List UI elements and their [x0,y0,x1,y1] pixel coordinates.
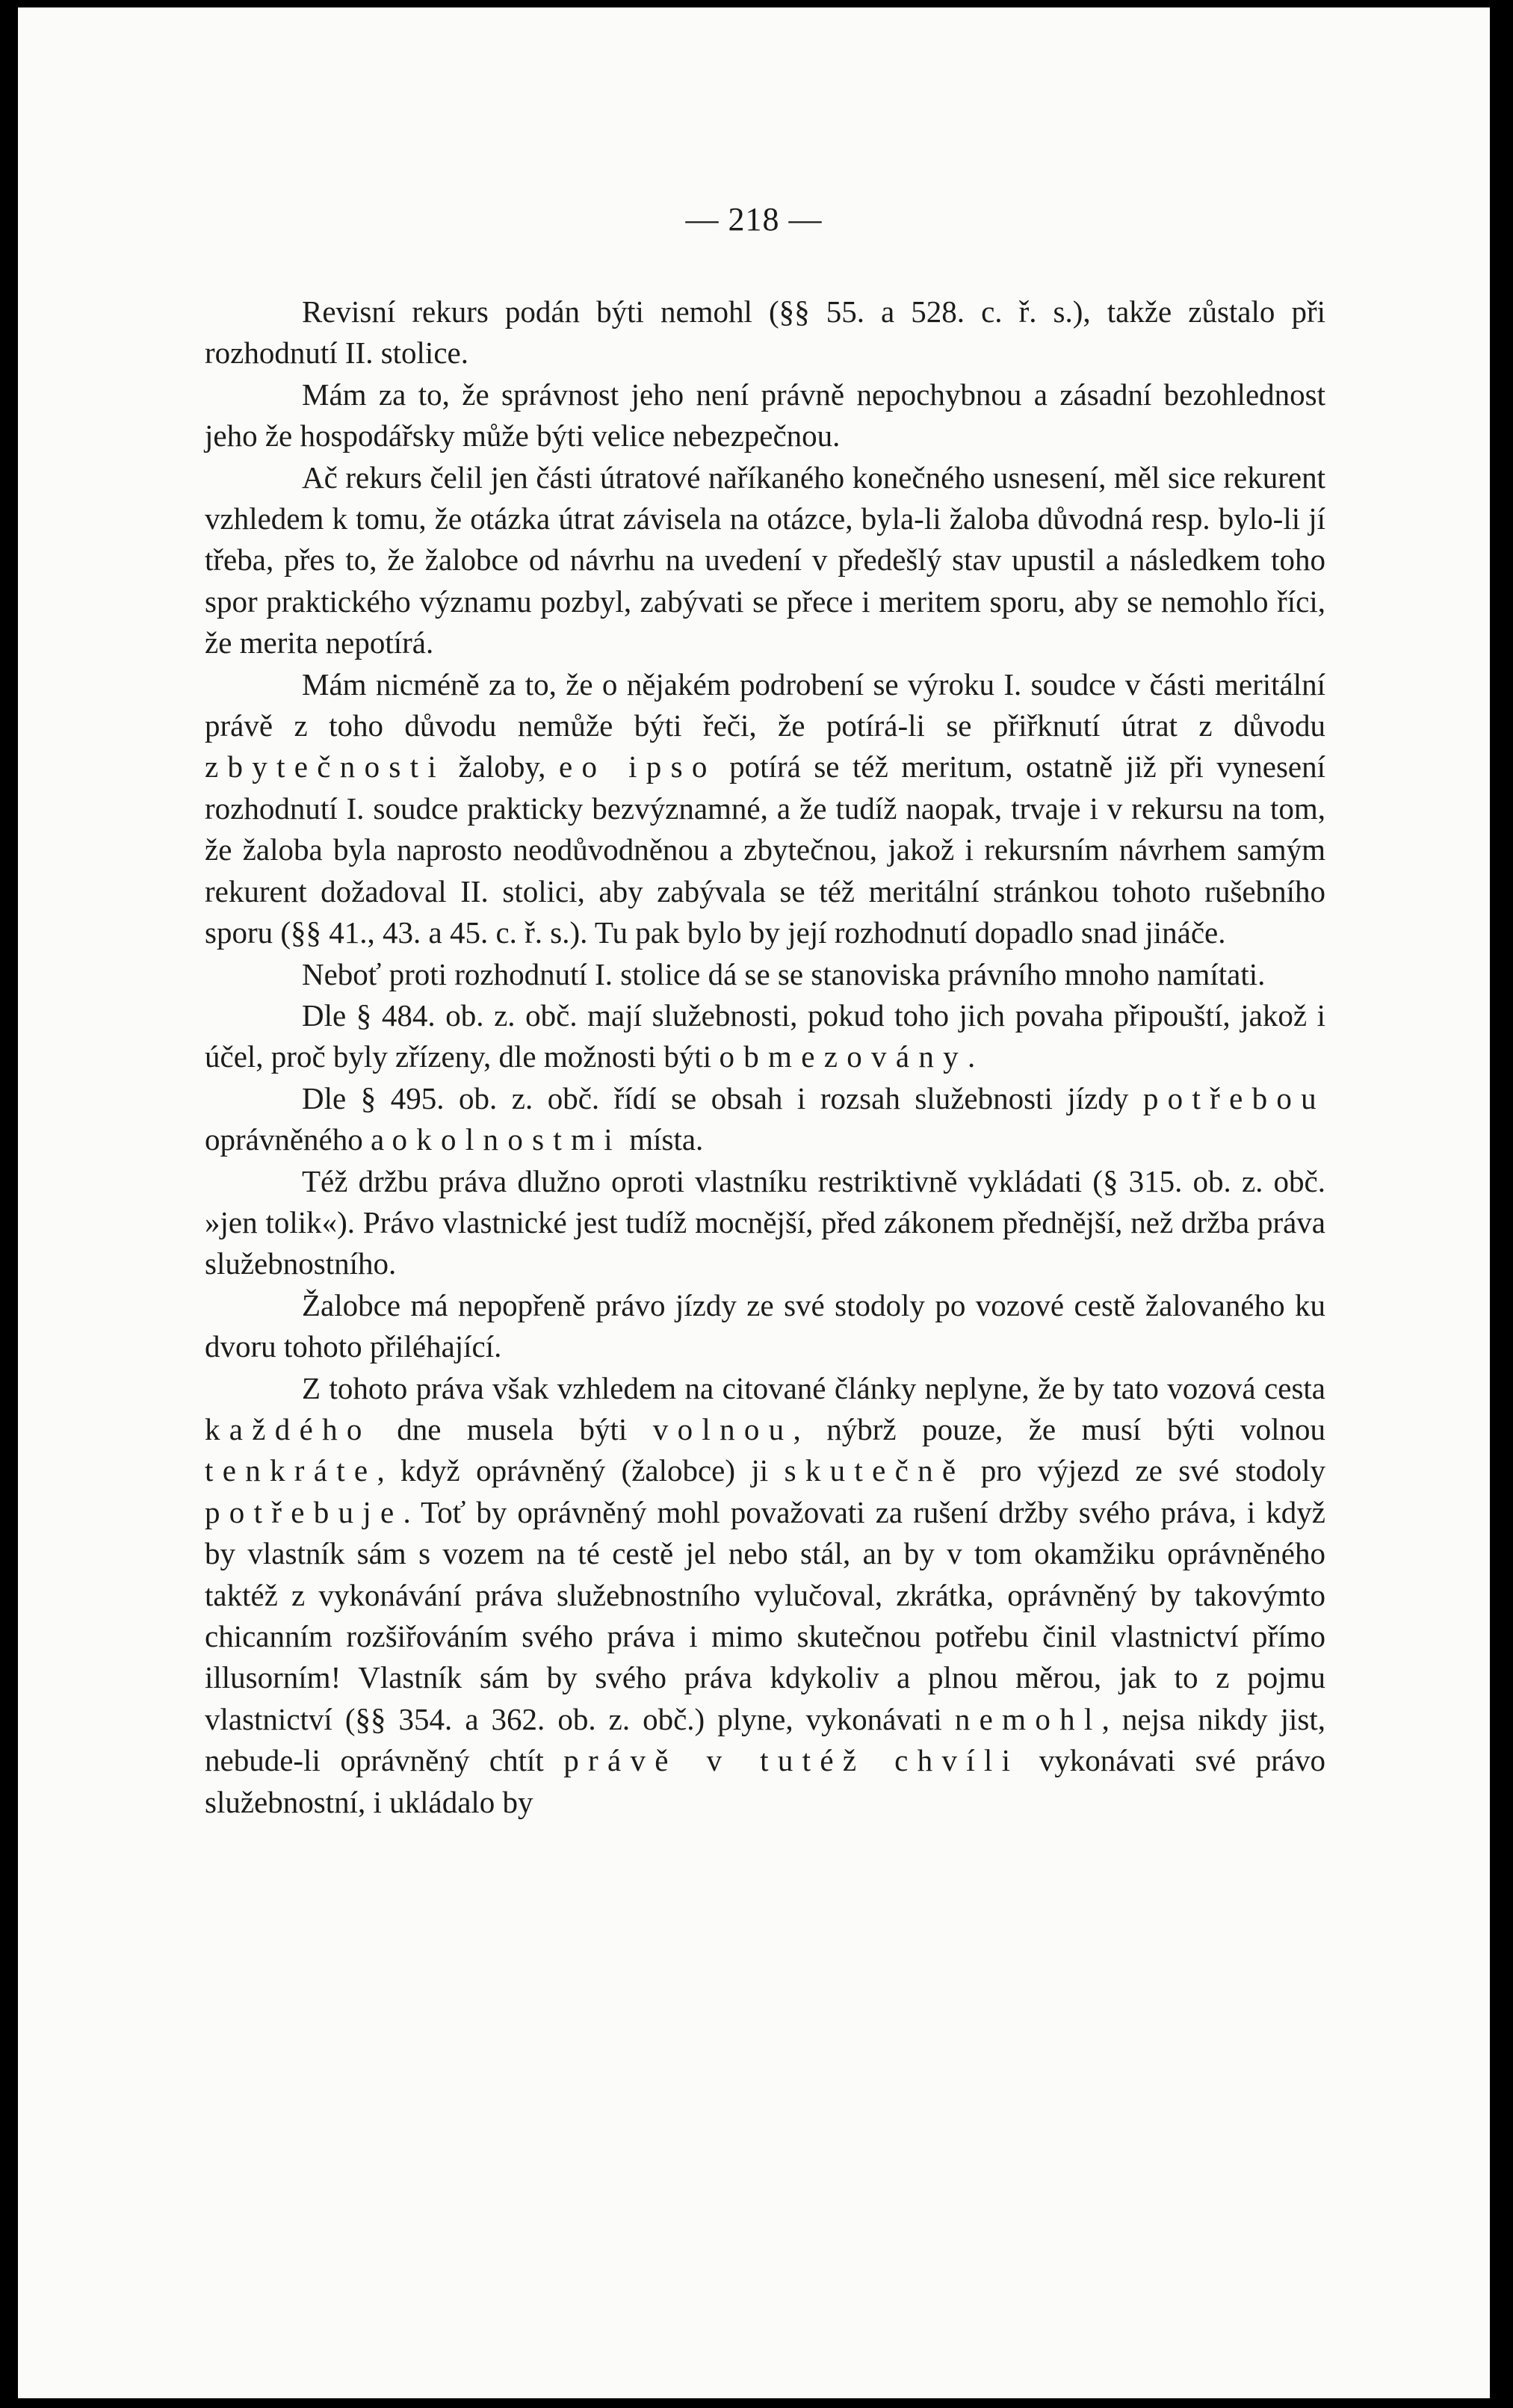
spaced-emphasis: skutečně [784,1453,965,1488]
text-run: Žalobce má nepopřeně právo jízdy ze své stodoly po vozové cestě žalovaného ku dvoru tohoto přiléhající. [205,1287,1325,1364]
text-run: Ač rekurs čelil jen části útratové naříkaného konečného usnesení, měl sice rekurent vzhledem k tomu, že otázka útrat závisela na otázce, byla-li žaloba důvodná resp. bylo-li jí třeba, přes to, že žalobce od návrhu na uvedení v předešlý stav upustil a následkem toho spor praktického významu pozbyl, zabývati se přece i meritem sporu, aby se nemohlo říci, že merita nepotírá. [205,459,1325,660]
paragraph-5 [205,954,1325,995]
text-run: . Toť by oprávněný mohl považovati za rušení držby svého práva, i když by vlastník sám s vozem na té cestě jel nebo stál, an by v tom okamžiku oprávněného taktéž z vykonávání práva služebnostního vylučoval, zkrátka, oprávněný by takovýmto chicanním rozšiřováním svého práva i mimo skutečnou potřebu činil vlastnictví přímo illusorním! Vlastník sám by svého práva kdykoliv a plnou měrou, jak to z pojmu vlastnictví (§§ 354. a 362. ob. z. obč.) plyne, vykonávati [205,1494,1325,1736]
body-text [205,291,1325,1823]
text-run: potírá se též meritum, ostatně již při vynesení rozhodnutí I. soudce prakticky bezvýznamné, a že tudíž naopak, trvaje i v rekursu na tom, že žaloba byla naprosto neodůvodněnou a zbytečnou, jakož i rekursním návrhem samým rekurent dožadoval II. stolici, aby zabývala se též meritální stránkou tohoto rušebního sporu (§§ 41., 43. a 45. c. ř. s.). Tu pak bylo by její rozhodnutí dopadlo snad jináče. [205,749,1325,950]
text-run: , nejsa nikdy jist, nebude-li oprávněný chtít [205,1701,1325,1778]
paragraph-9 [205,1285,1325,1368]
page-number: — 218 — [685,201,823,238]
text-run: Též držbu práva dlužno oproti vlastníku restriktivně vykládati (§ 315. ob. z. obč. »jen tolik«). Právo vlastnické jest tudíž mocnější, před zákonem přednější, než držba práva služebnostního. [205,1163,1325,1281]
spaced-emphasis: právě v tutéž chvíli [563,1743,1020,1778]
paragraph-2 [205,374,1325,457]
paragraph-3 [205,457,1325,664]
spaced-emphasis: tenkráte [205,1453,377,1488]
spaced-emphasis: potřebou [1142,1080,1325,1115]
text-run: , když oprávněný (žalobce) ji [377,1453,785,1488]
paragraph-1 [205,291,1325,374]
text-run: Dle § 495. ob. z. obč. řídí se obsah i rozsah služebnosti jízdy [302,1080,1143,1115]
text-run: Mám za to, že správnost jeho není právně nepochybnou a zásadní bezohlednost jeho že hospodářsky může býti velice nebezpečnou. [205,377,1325,454]
spaced-emphasis: okolnostmi [392,1122,622,1157]
text-run: žaloby, [445,749,559,784]
text-run: místa. [621,1122,704,1157]
document-page [18,7,1490,2398]
text-run: Z tohoto práva však vzhledem na citované články neplyne, že by tato vozová cesta [302,1370,1325,1405]
paragraph-10 [205,1368,1325,1823]
spaced-emphasis: volnou [652,1411,793,1446]
text-run: Revisní rekurs podán býti nemohl (§§ 55. a 528. c. ř. s.), takže zůstalo při rozhodnutí II. stolice. [205,294,1325,371]
spaced-emphasis: eo ipso [558,749,717,784]
spaced-emphasis: zbytečnosti [205,749,446,784]
paragraph-8 [205,1161,1325,1285]
spaced-emphasis: obmezovány [719,1039,968,1074]
paragraph-4 [205,664,1325,954]
text-run: pro výjezd ze své stodoly [965,1453,1325,1488]
text-run: oprávněného a [205,1122,392,1157]
spaced-emphasis: potřebuje [205,1494,403,1529]
text-run: . [967,1039,976,1074]
text-run: dne musela býti [371,1411,653,1446]
text-run: Mám nicméně za to, že o nějakém podrobení se výroku I. soudce v části meritální právě z toho důvodu nemůže býti řeči, že potírá-li se přiřknutí útrat z důvodu [205,666,1325,743]
paragraph-6 [205,995,1325,1078]
paragraph-7 [205,1078,1325,1161]
spaced-emphasis: každého [205,1411,371,1446]
text-run: Neboť proti rozhodnutí I. stolice dá se se stanoviska právního mnoho namítati. [302,956,1266,991]
spaced-emphasis: nemohl [954,1701,1102,1736]
text-run: Dle § 484. ob. z. obč. mají služebnosti, pokud toho jich povaha připouští, jakož i účel, proč byly zřízeny, dle možnosti býti [205,997,1325,1074]
text-run: vykonávati své právo služebnostní, i ukládalo by [205,1743,1325,1819]
text-run: , nýbrž pouze, že musí býti volnou [793,1411,1325,1446]
